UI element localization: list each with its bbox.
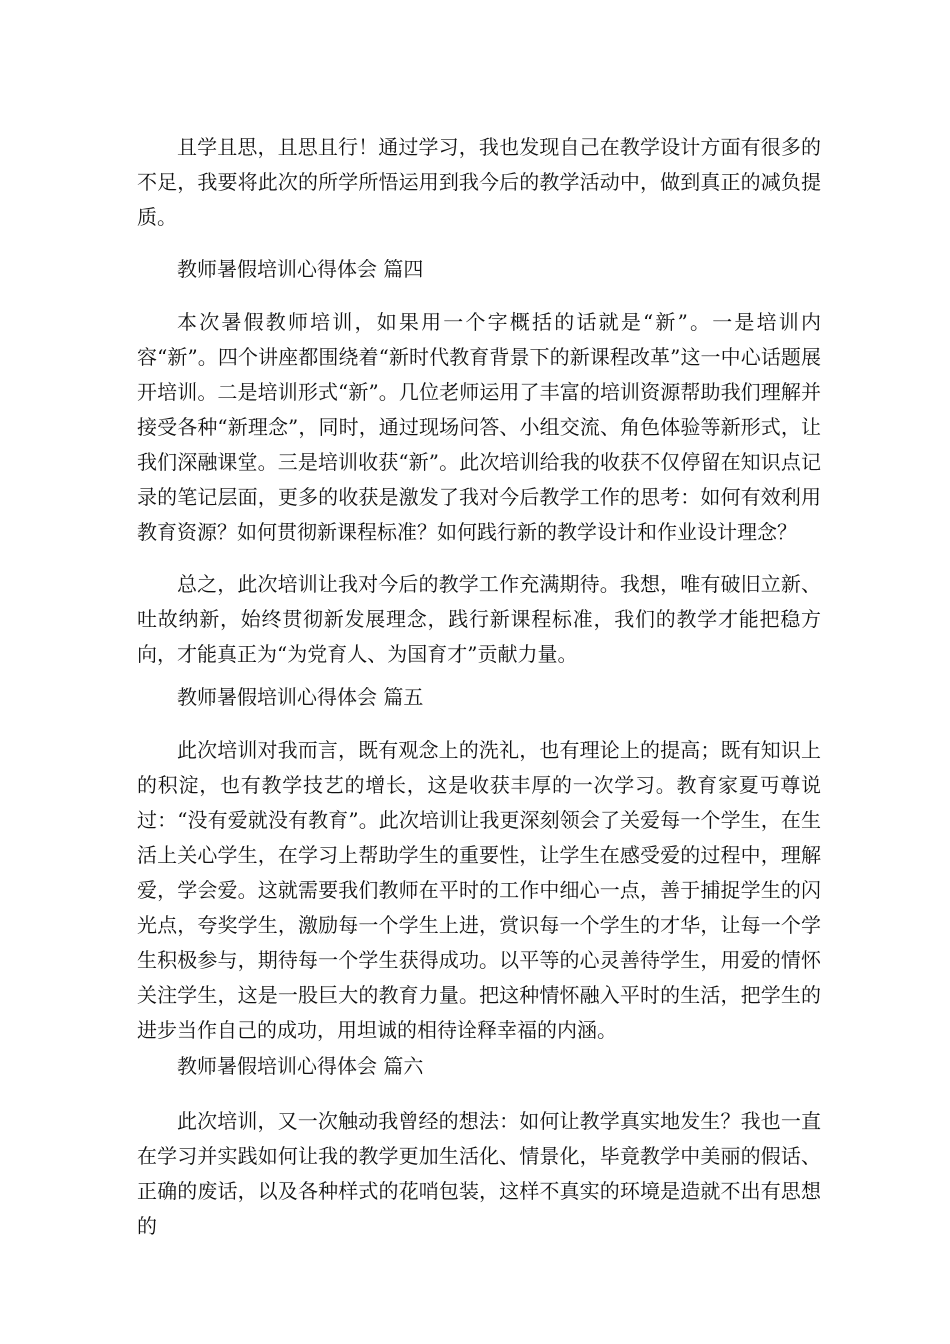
paragraph-5-block	[137, 1104, 821, 1244]
section-heading-5: 教师暑假培训心得体会 篇五	[177, 685, 424, 709]
paragraph-4-block	[137, 733, 821, 1048]
paragraph-3-block	[137, 567, 821, 672]
paragraph-4: 此次培训对我而言，既有观念上的洗礼，也有理论上的提高；既有知识上的积淀，也有教学技艺的增长，这是收获丰厚的一次学习。教育家夏丏尊说过：“没有爱就没有教育”。此次培训让我更深刻领会了关爱每一个学生，在生活上关心学生，在学习上帮助学生的重要性，让学生在感受爱的过程中，理解爱，学会爱。这就需要我们教师在平时的工作中细心一点，善于捕捉学生的闪光点，夸奖学生，激励每一个学生上进，赏识每一个学生的才华，让每一个学生积极参与，期待每一个学生获得成功。以平等的心灵善待学生，用爱的情怀关注学生，这是一股巨大的教育力量。把这种情怀融入平时的生活，把学生的进步当作自己的成功，用坦诚的相待诠释幸福的内涵。	[137, 738, 821, 1042]
paragraph-2-block	[137, 305, 821, 550]
paragraph-1: 且学且思，且思且行！通过学习，我也发现自己在教学设计方面有很多的不足，我要将此次的所学所悟运用到我今后的教学活动中，做到真正的减负提质。	[137, 135, 821, 229]
paragraph-5: 此次培训，又一次触动我曾经的想法：如何让教学真实地发生？我也一直在学习并实践如何让我的教学更加生活化、情景化，毕竟教学中美丽的假话、正确的废话，以及各种样式的花哨包装，这样不真实的环境是造就不出有思想的	[137, 1109, 821, 1238]
paragraph-1-block	[137, 130, 821, 235]
section-heading-4: 教师暑假培训心得体会 篇四	[177, 257, 424, 281]
paragraph-3: 总之，此次培训让我对今后的教学工作充满期待。我想，唯有破旧立新、吐故纳新，始终贯彻新发展理念，践行新课程标准，我们的教学才能把稳方向，才能真正为“为党育人、为国育才”贡献力量。	[137, 572, 821, 666]
section-heading-6: 教师暑假培训心得体会 篇六	[177, 1054, 424, 1078]
paragraph-2: 本次暑假教师培训，如果用一个字概括的话就是“新”。一是培训内容“新”。四个讲座都围绕着“新时代教育背景下的新课程改革”这一中心话题展开培训。二是培训形式“新”。几位老师运用了丰富的培训资源帮助我们理解并接受各种“新理念”，同时，通过现场问答、小组交流、角色体验等新形式，让我们深融课堂。三是培训收获“新”。此次培训给我的收获不仅停留在知识点记录的笔记层面，更多的收获是激发了我对今后教学工作的思考：如何有效利用教育资源？如何贯彻新课程标准？如何践行新的教学设计和作业设计理念？	[137, 310, 821, 544]
